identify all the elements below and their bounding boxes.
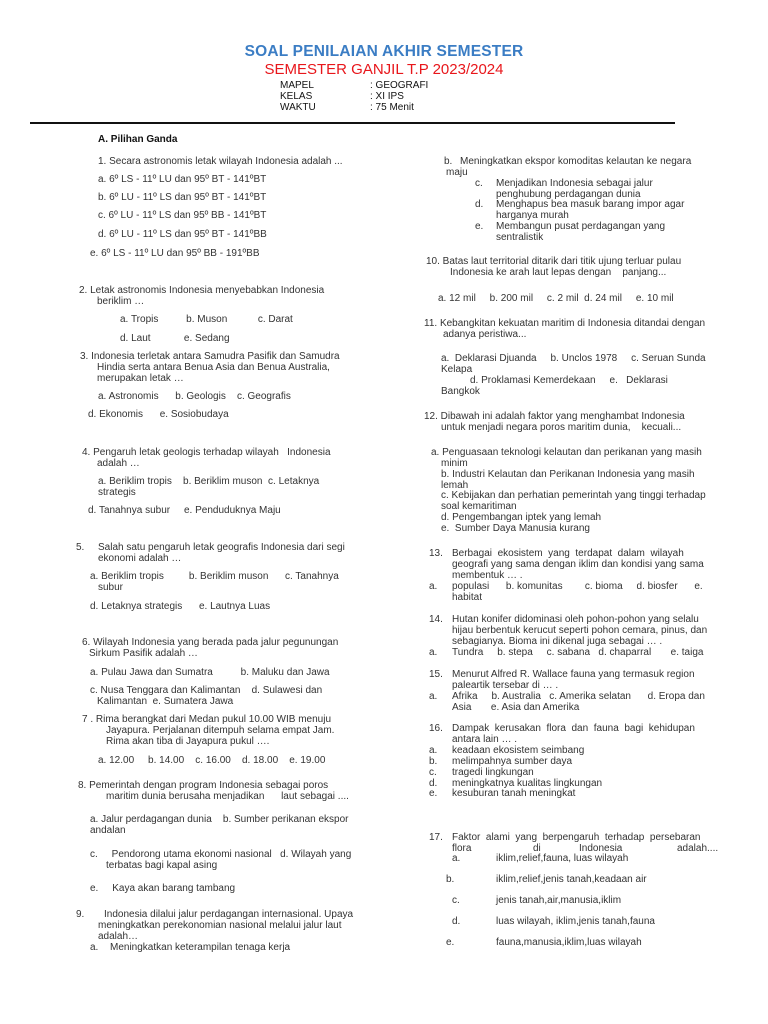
- question-8-options-d-cont: terbatas bagi kapal asing: [106, 860, 218, 871]
- question-13-line-3: membentuk … .: [452, 570, 523, 581]
- question-12-line-2: untuk menjadi negara poros maritim dunia, kecuali...: [441, 422, 682, 433]
- question-10-options: a. 12 mil b. 200 mil c. 2 mil d. 24 mil e. 10 mil: [438, 293, 674, 304]
- question-9-option-e-line-1: Membangun pusat perdagangan yang: [496, 221, 666, 232]
- question-15-line-1: Menurut Alfred R. Wallace fauna yang termasuk region: [452, 669, 695, 680]
- question-8-option-e: e. Kaya akan barang tambang: [90, 883, 236, 894]
- question-17-option-e: fauna,manusia,iklim,luas wilayah: [496, 937, 642, 948]
- question-17-line-2-di: di: [533, 843, 541, 854]
- mapel-label: MAPEL: [280, 80, 314, 91]
- question-2-line-2: beriklim …: [97, 296, 145, 307]
- question-9-option-a-marker: a.: [90, 942, 99, 953]
- question-16-option-e: kesuburan tanah meningkat: [452, 788, 576, 799]
- question-17-option-d: luas wilayah, iklim,jenis tanah,fauna: [496, 916, 655, 927]
- question-2-options-abc: a. Tropis b. Muson c. Darat: [120, 314, 293, 325]
- question-8-options-ab: a. Jalur perdagangan dunia b. Sumber perikanan ekspor: [90, 814, 349, 825]
- question-12-option-b-line-2: lemah: [441, 480, 469, 491]
- question-12-option-c-line-1: c. Kebijakan dan perhatian pemerintah yang tinggi terhadap: [441, 490, 706, 501]
- question-13-number: 13.: [429, 548, 443, 559]
- question-15-number: 15.: [429, 669, 443, 680]
- question-4-line-1: 4. Pengaruh letak geologis terhadap wilayah Indonesia: [82, 447, 331, 458]
- question-16-option-a: keadaan ekosistem seimbang: [452, 745, 585, 756]
- question-14-line-3: sebagianya. Bioma ini dikenal juga sebagai … .: [452, 636, 663, 647]
- question-3-options-de: d. Ekonomis e. Sosiobudaya: [88, 409, 229, 420]
- question-17-option-c: jenis tanah,air,manusia,iklim: [496, 895, 622, 906]
- question-9-option-d-marker: d.: [475, 199, 484, 210]
- question-7-line-1: 7 . Rima berangkat dari Medan pukul 10.00 WIB menuju: [82, 714, 332, 725]
- question-2-line-1: 2. Letak astronomis Indonesia menyebabkan Indonesia: [79, 285, 325, 296]
- question-6-options-cd: c. Nusa Tenggara dan Kalimantan d. Sulawesi dan: [90, 685, 323, 696]
- question-5-line-2: ekonomi adalah …: [98, 553, 182, 564]
- question-9-number: 9.: [76, 909, 85, 920]
- question-14-option-a-marker: a.: [429, 647, 438, 658]
- question-4-line-2: adalah …: [97, 458, 140, 469]
- question-5-options-c-cont: subur: [98, 582, 124, 593]
- question-12-line-1: 12. Dibawah ini adalah faktor yang menghambat Indonesia: [424, 411, 685, 422]
- question-6-line-2: Sirkum Pasifik adalah …: [89, 648, 198, 659]
- exam-subtitle: SEMESTER GANJIL T.P 2023/2024: [264, 61, 504, 78]
- question-17-number: 17.: [429, 832, 443, 843]
- question-1-option-a: a. 6º LS - 11º LU dan 95º BT - 141ºBT: [98, 174, 267, 185]
- question-13-option-a-marker: a.: [429, 581, 438, 592]
- question-9-option-e-marker: e.: [475, 221, 484, 232]
- question-13-line-1: Berbagai ekosistem yang terdapat dalam wilayah: [452, 548, 684, 559]
- question-1-option-b: b. 6º LU - 11º LS dan 95º BT - 141ºBT: [98, 192, 267, 203]
- kelas-value: : XI IPS: [370, 91, 404, 102]
- question-15-line-2: paleartik tersebar di … .: [452, 680, 559, 691]
- question-1-option-c: c. 6º LU - 11º LS dan 95º BB - 141ºBT: [98, 210, 267, 221]
- question-9-option-c-marker: c.: [475, 178, 483, 189]
- question-3-line-2: Hindia serta antara Benua Asia dan Benua Australia,: [97, 362, 330, 373]
- question-9-line-1: Indonesia dilalui jalur perdagangan internasional. Upaya: [104, 909, 354, 920]
- question-16-option-d-marker: d.: [429, 778, 438, 789]
- question-17-line-2-flora: flora: [452, 843, 472, 854]
- question-9-option-b-line-2: maju: [446, 167, 468, 178]
- question-16-number: 16.: [429, 723, 443, 734]
- question-12-option-c-line-2: soal kemaritiman: [441, 501, 517, 512]
- question-17-option-c-marker: c.: [452, 895, 460, 906]
- question-9-option-a: Meningkatkan keterampilan tenaga kerja: [110, 942, 291, 953]
- question-6-options-ab: a. Pulau Jawa dan Sumatra b. Maluku dan Jawa: [90, 667, 330, 678]
- exam-title: SOAL PENILAIAN AKHIR SEMESTER: [244, 43, 524, 60]
- question-12-option-a-line-1: a. Penguasaan teknologi kelautan dan perikanan yang masih: [431, 447, 702, 458]
- mapel-value: : GEOGRAFI: [370, 80, 429, 91]
- question-1: 1. Secara astronomis letak wilayah Indonesia adalah ...: [98, 156, 343, 167]
- question-17-line-2-adalah: adalah....: [677, 843, 719, 854]
- question-16-line-2: antara lain … .: [452, 734, 518, 745]
- question-17-option-d-marker: d.: [452, 916, 461, 927]
- question-12-option-e: e. Sumber Daya Manusia kurang: [441, 523, 590, 534]
- question-3-options-abc: a. Astronomis b. Geologis c. Geografis: [98, 391, 291, 402]
- question-6-line-1: 6. Wilayah Indonesia yang berada pada jalur pegunungan: [82, 637, 339, 648]
- question-4-options-de: d. Tanahnya subur e. Penduduknya Maju: [88, 505, 281, 516]
- question-17-line-2-indonesia: Indonesia: [579, 843, 623, 854]
- question-17-option-b: iklim,relief,jenis tanah,keadaan air: [496, 874, 647, 885]
- question-9-option-b-marker: b.: [444, 156, 453, 167]
- question-1-option-e: e. 6º LS - 11º LU dan 95º BB - 191ºBB: [90, 248, 260, 259]
- question-11-options-abc: a. Deklarasi Djuanda b. Unclos 1978 c. Seruan Sunda: [441, 353, 706, 364]
- question-4-options-abc: a. Beriklim tropis b. Beriklim muson c. Letaknya: [98, 476, 320, 487]
- question-12-option-d: d. Pengembangan iptek yang lemah: [441, 512, 602, 523]
- question-17-option-a-marker: a.: [452, 853, 461, 864]
- question-5-line-1: Salah satu pengaruh letak geografis Indonesia dari segi: [98, 542, 345, 553]
- question-4-options-c-cont: strategis: [98, 487, 136, 498]
- question-11-line-2: adanya peristiwa...: [443, 329, 527, 340]
- question-16-option-d: meningkatnya kualitas lingkungan: [452, 778, 603, 789]
- question-16-option-a-marker: a.: [429, 745, 438, 756]
- question-9-option-b-line-1: Meningkatkan ekspor komoditas kelautan ke negara: [460, 156, 692, 167]
- question-3-line-1: 3. Indonesia terletak antara Samudra Pasifik dan Samudra: [80, 351, 340, 362]
- question-11-options-c-cont: Kelapa: [441, 364, 473, 375]
- question-17-option-b-marker: b.: [446, 874, 455, 885]
- question-13-options-cont: habitat: [452, 592, 483, 603]
- question-9-option-d-line-2: harganya murah: [496, 210, 569, 221]
- question-11-options-de: d. Proklamasi Kemerdekaan e. Deklarasi: [470, 375, 668, 386]
- question-16-option-b: melimpahnya sumber daya: [452, 756, 573, 767]
- question-9-line-2: meningkatkan perekonomian nasional melalui jalur laut: [98, 920, 342, 931]
- section-heading: A. Pilihan Ganda: [98, 134, 178, 145]
- question-10-line-2: Indonesia ke arah laut lepas dengan panjang...: [450, 267, 667, 278]
- question-11-line-1: 11. Kebangkitan kekuatan maritim di Indonesia ditandai dengan: [424, 318, 706, 329]
- question-11-options-e-cont: Bangkok: [441, 386, 480, 397]
- question-16-option-b-marker: b.: [429, 756, 438, 767]
- waktu-value: : 75 Menit: [370, 102, 414, 113]
- question-7-line-3: Rima akan tiba di Jayapura pukul ….: [106, 736, 270, 747]
- question-14-line-1: Hutan konifer didominasi oleh pohon-pohon yang selalu: [452, 614, 699, 625]
- question-9-option-c-line-2: penghubung perdagangan dunia: [496, 189, 641, 200]
- question-6-options-de: Kalimantan e. Sumatera Jawa: [97, 696, 234, 707]
- waktu-label: WAKTU: [280, 102, 316, 113]
- question-14-number: 14.: [429, 614, 443, 625]
- question-8-options-b-cont: andalan: [90, 825, 126, 836]
- question-17-option-e-marker: e.: [446, 937, 455, 948]
- question-5-options-de: d. Letaknya strategis e. Lautnya Luas: [90, 601, 271, 612]
- question-5-number: 5.: [76, 542, 85, 553]
- question-7-line-2: Jayapura. Perjalanan ditempuh selama empat Jam.: [106, 725, 335, 736]
- question-7-options: a. 12.00 b. 14.00 c. 16.00 d. 18.00 e. 19.00: [98, 755, 326, 766]
- question-16-option-c: tragedi lingkungan: [452, 767, 534, 778]
- question-16-option-e-marker: e.: [429, 788, 438, 799]
- question-15-options: Afrika b. Australia c. Amerika selatan d. Eropa dan: [452, 691, 705, 702]
- question-15-option-a-marker: a.: [429, 691, 438, 702]
- question-15-options-cont: Asia e. Asia dan Amerika: [452, 702, 580, 713]
- question-9-option-c-line-1: Menjadikan Indonesia sebagai jalur: [496, 178, 653, 189]
- question-8-line-2: maritim dunia berusaha menjadikan laut sebagai ....: [106, 791, 349, 802]
- kelas-label: KELAS: [280, 91, 313, 102]
- question-14-options: Tundra b. stepa c. sabana d. chaparral e. taiga: [452, 647, 704, 658]
- question-16-option-c-marker: c.: [429, 767, 437, 778]
- question-10-line-1: 10. Batas laut territorial ditarik dari titik ujung terluar pulau: [426, 256, 682, 267]
- question-17-line-1: Faktor alami yang berpengaruh terhadap persebaran: [452, 832, 701, 843]
- question-13-line-2: geografi yang sama dengan iklim dan kondisi yang sama: [452, 559, 704, 570]
- question-8-line-1: 8. Pemerintah dengan program Indonesia sebagai poros: [78, 780, 329, 791]
- question-1-option-d: d. 6º LU - 11º LS dan 95º BT - 141ºBB: [98, 229, 267, 240]
- header-divider: [30, 122, 675, 124]
- question-13-options: populasi b. komunitas c. bioma d. biosfer e.: [452, 581, 703, 592]
- question-3-line-3: merupakan letak …: [97, 373, 184, 384]
- question-9-line-3: adalah…: [98, 931, 139, 942]
- question-2-options-de: d. Laut e. Sedang: [120, 333, 230, 344]
- question-17-option-a: iklim,relief,fauna, luas wilayah: [496, 853, 629, 864]
- question-16-line-1: Dampak kerusakan flora dan fauna bagi kehidupan: [452, 723, 695, 734]
- question-12-option-a-line-2: minim: [441, 458, 468, 469]
- question-12-option-b-line-1: b. Industri Kelautan dan Perikanan Indonesia yang masih: [441, 469, 695, 480]
- question-8-options-cd: c. Pendorong utama ekonomi nasional d. Wilayah yang: [90, 849, 352, 860]
- question-9-option-d-line-1: Menghapus bea masuk barang impor agar: [496, 199, 685, 210]
- question-5-options-abc: a. Beriklim tropis b. Beriklim muson c. Tanahnya: [90, 571, 339, 582]
- question-9-option-e-line-2: sentralistik: [496, 232, 544, 243]
- question-14-line-2: hijau berbentuk kerucut seperti pohon cemara, pinus, dan: [452, 625, 708, 636]
